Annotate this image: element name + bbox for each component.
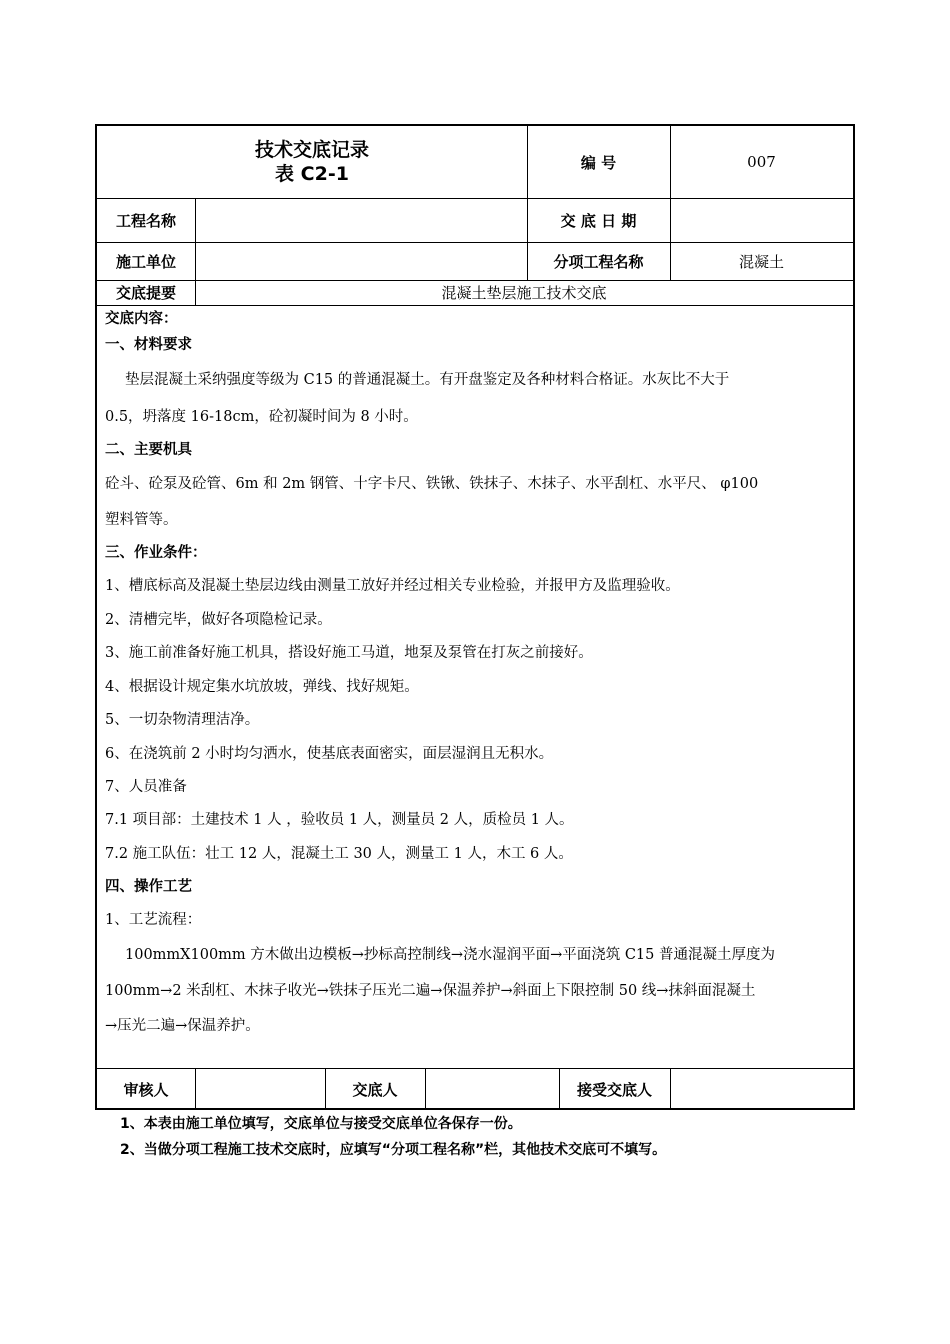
section-3-subitem: 7.1 项目部：土建技术 1 人 ，验收员 1 人，测量员 2 人，质检员 1 人。: [105, 812, 574, 828]
disclosure-record-table: [95, 124, 855, 1110]
section-3-item: 7、人员准备: [105, 779, 187, 795]
title-line-1: 技术交底记录: [254, 139, 369, 161]
code-value: 007: [747, 153, 776, 171]
process-flow-line-3: →压光二遍→保温养护。: [105, 1018, 260, 1034]
section-3-item: 6、在浇筑前 2 小时均匀洒水，使基底表面密实，面层湿润且无积水。: [105, 746, 554, 762]
form-title: [97, 126, 527, 198]
reviewer-label: 审核人: [123, 1080, 169, 1099]
section-3-item: 2、清槽完毕，做好各项隐检记录。: [105, 612, 332, 628]
footnote-1: 1、本表由施工单位填写，交底单位与接受交底单位各保存一份。: [120, 1116, 522, 1132]
sub-project-label: 分项工程名称: [553, 252, 644, 271]
date-field[interactable]: [670, 198, 853, 242]
section-3-item: 1、槽底标高及混凝土垫层边线由测量工放好并经过相关专业检验，并报甲方及监理验收。: [105, 578, 680, 594]
discloser-field[interactable]: [425, 1068, 559, 1110]
summary-label: 交底提要: [115, 284, 176, 302]
sub-project-value: 混凝土: [738, 252, 784, 271]
content-heading: 交底内容：: [105, 311, 178, 327]
code-label: 编 号: [580, 153, 617, 172]
section-1-paragraph-2: 0.5，坍落度 16-18cm，砼初凝时间为 8 小时。: [105, 409, 418, 425]
section-3-item: 3、施工前准备好施工机具，搭设好施工马道，地泵及泵管在打灰之前接好。: [105, 645, 593, 661]
receiver-field[interactable]: [670, 1068, 853, 1110]
row-divider: [97, 305, 853, 306]
discloser-label: 交底人: [352, 1080, 398, 1099]
project-name-field[interactable]: [195, 198, 527, 242]
process-flow-line-1: 100mmX100mm 方木做出边模板→抄标高控制线→浇水湿润平面→平面浇筑 C15 普通混凝土厚度为: [125, 947, 775, 963]
process-flow-line-2: 100mm→2 米刮杠、木抹子收光→铁抹子压光二遍→保温养护→斜面上下限控制 50 线→抹斜面混凝土: [105, 983, 756, 999]
section-2-paragraph-2: 塑料管等。: [105, 512, 178, 528]
section-3-item: 4、根据设计规定集水坑放坡，弹线、找好规矩。: [105, 679, 419, 695]
section-2-title: 二、主要机具: [105, 442, 192, 458]
section-2-paragraph-1: 砼斗、砼泵及砼管、6m 和 2m 钢管、十字卡尺、铁锹、铁抹子、木抹子、水平刮杠、水平尺、 φ100: [105, 476, 759, 492]
footnote-2: 2、当做分项工程施工技术交底时，应填写“分项工程名称”栏，其他技术交底可不填写。: [120, 1142, 667, 1158]
section-3-item: 5、一切杂物清理洁净。: [105, 712, 260, 728]
construction-unit-label: 施工单位: [115, 252, 176, 271]
project-name-label: 工程名称: [115, 211, 176, 230]
summary-value: 混凝土垫层施工技术交底: [441, 284, 607, 302]
reviewer-field[interactable]: [195, 1068, 325, 1110]
section-3-subitem: 7.2 施工队伍：壮工 12 人，混凝土工 30 人，测量工 1 人，木工 6 人。: [105, 846, 573, 862]
receiver-label: 接受交底人: [576, 1080, 652, 1099]
date-label: 交 底 日 期: [560, 211, 637, 230]
title-line-2: 表 C2-1: [275, 163, 349, 185]
section-1-title: 一、材料要求: [105, 337, 192, 353]
section-4-title: 四、操作工艺: [105, 879, 192, 895]
section-3-title: 三、作业条件：: [105, 545, 207, 561]
section-4-item: 1、工艺流程：: [105, 912, 202, 928]
section-1-paragraph-1: 垫层混凝土采纳强度等级为 C15 的普通混凝土。有开盘鉴定及各种材料合格证。水灰比不大于: [125, 372, 730, 388]
disclosure-content: [105, 307, 845, 1064]
construction-unit-field[interactable]: [195, 242, 527, 280]
